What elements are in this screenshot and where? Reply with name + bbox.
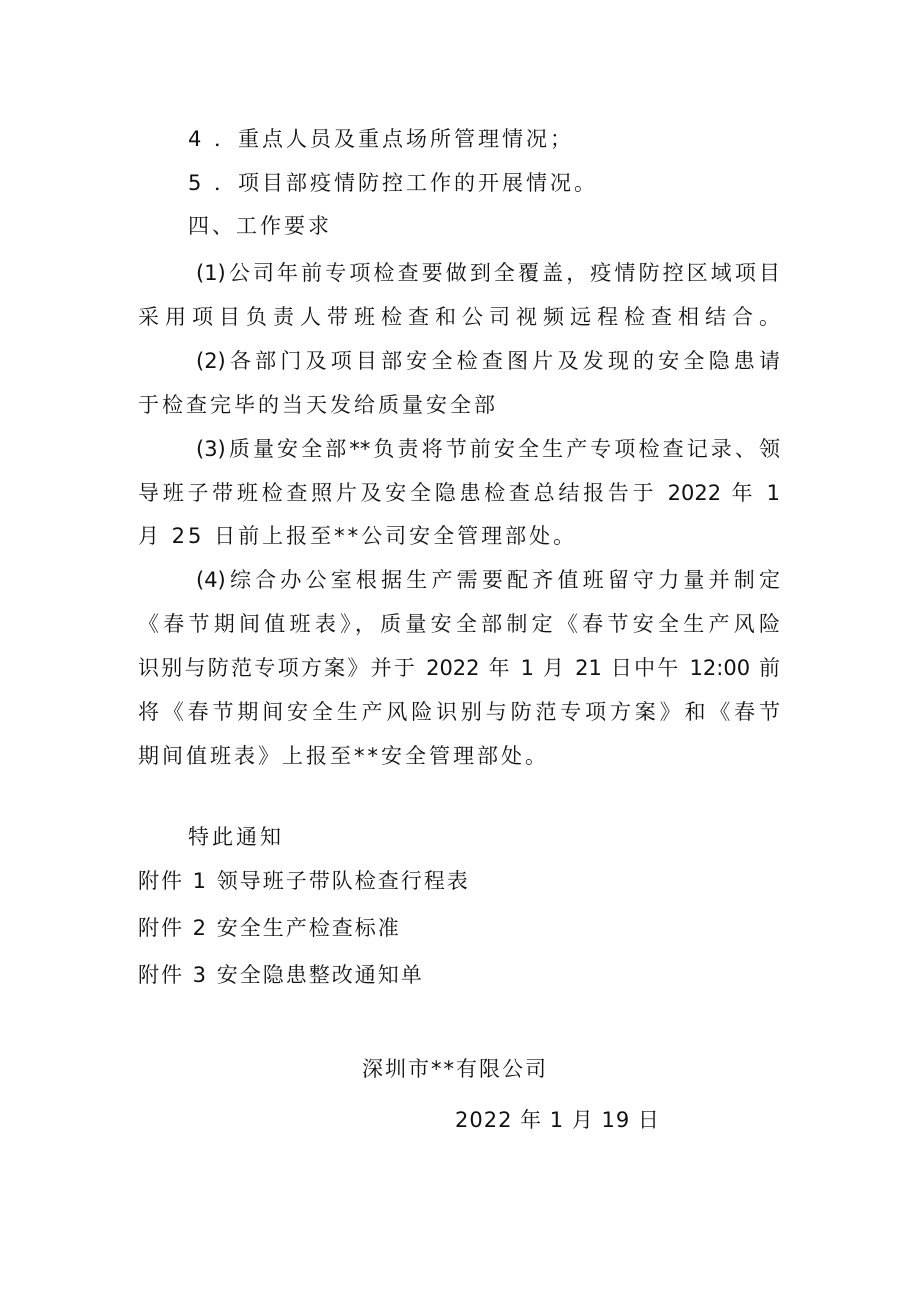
signature-company: 深圳市**有限公司 [362, 1057, 548, 1081]
requirement-4-line-5: 期间值班表》上报至**安全管理部处。 [138, 744, 549, 768]
requirement-3-line-2: 导班子带班检查照片及安全隐患检查总结报告于 2022 年 1 [138, 481, 780, 505]
requirement-2-line-2: 于检查完毕的当天发给质量安全部 [138, 393, 498, 417]
attachment-3: 附件 3 安全隐患整改通知单 [138, 963, 424, 987]
requirement-2-line-1: (2)各部门及项目部安全检查图片及发现的安全隐患请 [196, 349, 780, 373]
section-heading: 四、工作要求 [188, 214, 332, 238]
requirement-4-line-3: 识别与防范专项方案》并于 2022 年 1 月 21 日中午 12:00 前 [138, 656, 780, 680]
attachment-1: 附件 1 领导班子带队检查行程表 [138, 869, 470, 893]
requirement-3-line-3: 月 25 日前上报至**公司安全管理部处。 [138, 524, 578, 548]
requirement-3-line-1: (3)质量安全部**负责将节前安全生产专项检查记录、领 [196, 437, 780, 461]
list-item-5: 5 ．项目部疫情防控工作的开展情况。 [188, 171, 599, 195]
signature-date: 2022 年 1 月 19 日 [455, 1108, 660, 1132]
requirement-4-line-1: (4)综合办公室根据生产需要配齐值班留守力量并制定 [196, 568, 780, 592]
requirement-1-line-1: (1)公司年前专项检查要做到全覆盖，疫情防控区域项目 [196, 261, 780, 285]
requirement-4-line-4: 将《春节期间安全生产风险识别与防范专项方案》和《春节 [138, 700, 780, 724]
requirement-1-line-2: 采用项目负责人带班检查和公司视频远程检查相结合。 [138, 305, 780, 329]
attachment-2: 附件 2 安全生产检查标准 [138, 916, 401, 940]
requirement-4-line-2: 《春节期间值班表》，质量安全部制定《春节安全生产风险 [138, 612, 780, 636]
list-item-4: 4 ．重点人员及重点场所管理情况； [188, 127, 575, 151]
notice-text: 特此通知 [188, 825, 284, 849]
